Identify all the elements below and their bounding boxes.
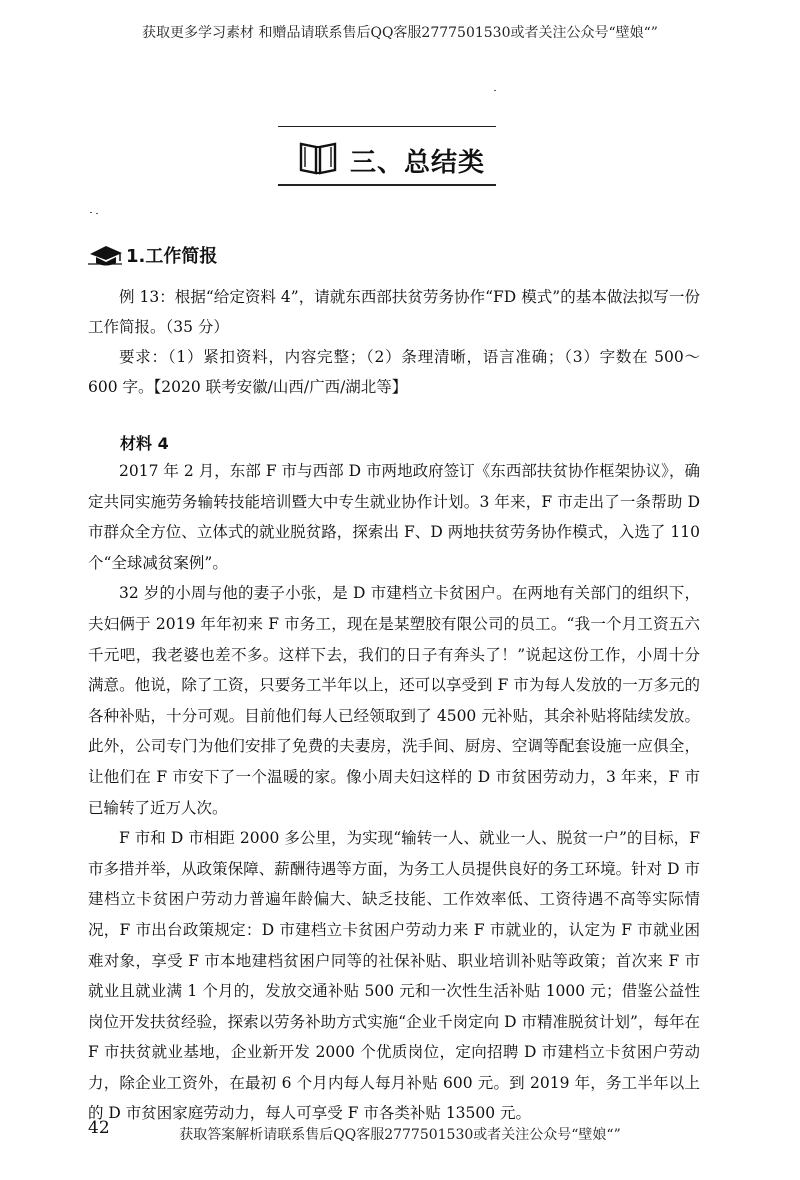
scan-speck	[96, 213, 98, 214]
subsection-heading	[88, 240, 217, 270]
scan-speck	[90, 212, 92, 213]
section-title: 三、总结类	[350, 148, 486, 178]
section-title-block	[278, 120, 498, 184]
title-bottom-rule	[278, 184, 496, 186]
material-heading: 材料 4	[120, 434, 169, 453]
question-requirements: 要求：（1）紧扣资料，内容完整；（2）条理清晰，语言准确；（3）字数在 500～600 字。【2020 联考安徽/山西/广西/湖北等】	[88, 348, 700, 396]
page-number: 42	[88, 1118, 110, 1138]
material-paragraph: 32 岁的小周与他的妻子小张，是 D 市建档立卡贫困户。在两地有关部门的组织下，夫妇俩于 2019 年年初来 F 市务工，现在是某塑胶有限公司的员工。“我一个月工资五六千元吧，我老婆也差不多。这样下去，我们的日子有奔头了！”说起这份工作，小周十分满意。他说，除了工资，只要务工半年以上，还可以享受到 F 市为每人发放的一万多元的各种补贴，十分可观。目前他们每人已经领取到了 4500 元补贴，其余补贴将陆续发放。此外，公司专门为他们安排了免费的夫妻房，洗手间、厨房、空调等配套设施一应俱全，让他们在 F 市安下了一个温暖的家。像小周夫妇这样的 D 市贫困劳动力，3 年来，F 市已输转了近万人次。	[88, 584, 700, 817]
subsection-title: 1.工作简报	[126, 246, 218, 267]
scan-speck	[494, 90, 496, 91]
title-top-rule	[278, 126, 496, 127]
material-paragraph: 2017 年 2 月，东部 F 市与西部 D 市两地政府签订《东西部扶贫协作框架协议》，确定共同实施劳务输转技能培训暨大中专生就业协作计划。3 年来，F 市走出了一条帮助 D 市群众全方位、立体式的就业脱贫路，探索出 F、D 两地扶贫劳务协作模式，入选了 110 个“全球减贫案例”。	[88, 462, 700, 572]
footer-watermark-note: 获取答案解析请联系售后QQ客服2777501530或者关注公众号“壁娘“”	[179, 1127, 621, 1143]
graduation-cap-icon	[88, 242, 124, 268]
material-paragraph: F 市和 D 市相距 2000 多公里，为实现“输转一人、就业一人、脱贫一户”的目标，F 市多措并举，从政策保障、薪酬待遇等方面，为务工人员提供良好的务工环境。针对 D 市建档立卡贫困户劳动力普遍年龄偏大、缺乏技能、工作效率低、工资待遇不高等实际情况，F 市出台政策规定：D 市建档立卡贫困户劳动力来 F 市就业的，认定为 F 市就业困难对象，享受 F 市本地建档贫困户同等的社保补贴、职业培训补贴等政策；首次来 F 市就业且就业满 1 个月的，发放交通补贴 500 元和一次性生活补贴 1000 元；借鉴公益性岗位开发扶贫经验，探索以劳务补助方式实施“企业千岗定向 D 市精准脱贫计划”，每年在 F 市扶贫就业基地，企业新开发 2000 个优质岗位，定向招聘 D 市建档立卡贫困户劳动力，除企业工资外，在最初 6 个月内每人每月补贴 600 元。到 2019 年，务工半年以上的 D 市贫困家庭劳动力，每人可享受 F 市各类补贴 13500 元。	[88, 829, 700, 1123]
open-book-icon	[298, 140, 338, 176]
header-watermark-note: 获取更多学习素材 和赠品请联系售后QQ客服2777501530或者关注公众号“壁娘“”	[142, 25, 658, 41]
material-body	[88, 456, 700, 1129]
question-prompt: 例 13：根据“给定资料 4”，请就东西部扶贫劳务协作“FD 模式”的基本做法拟写一份工作简报。（35 分）	[88, 288, 700, 336]
question-block	[88, 282, 700, 402]
